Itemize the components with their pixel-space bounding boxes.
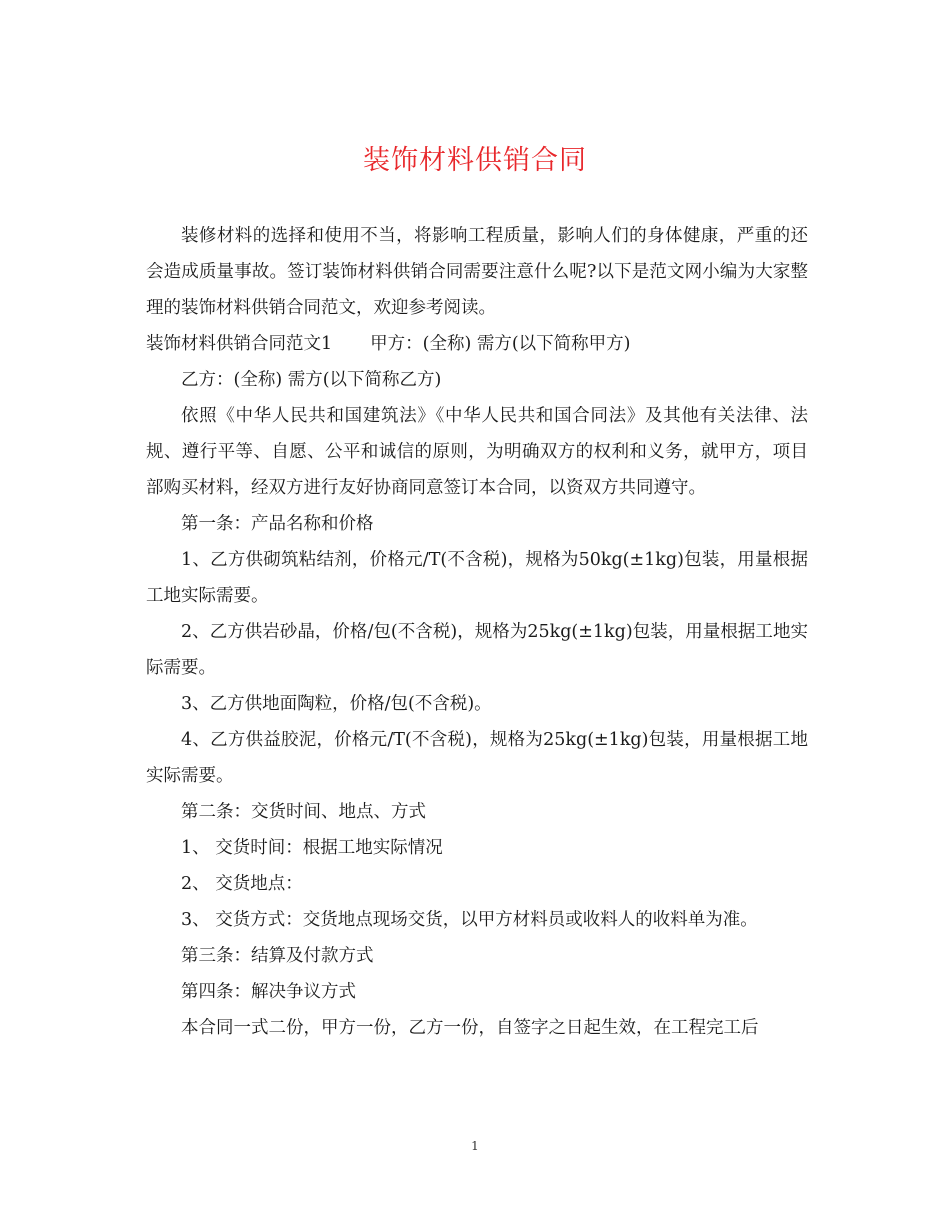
legal-basis-paragraph: 依照《中华人民共和国建筑法》《中华人民共和国合同法》及其他有关法律、法规、遵行平等、自愿、公平和诚信的原则，为明确双方的权利和义务，就甲方，项目部购买材料，经双方进行友好协商同意签订本合同，以资双方共同遵守。: [146, 406, 808, 498]
article-4-heading: 第四条：解决争议方式: [181, 982, 356, 1002]
article-1-item: 2、乙方供岩砂晶，价格/包(不含税)，规格为25kg(±1kg)包装，用量根据工地实际需要。: [146, 622, 808, 678]
article-1-item: 3、乙方供地面陶粒，价格/包(不含税)。: [181, 694, 492, 714]
document-title: 装饰材料供销合同: [363, 145, 587, 176]
article-3-heading: 第三条：结算及付款方式: [181, 946, 374, 966]
intro-paragraph: 装修材料的选择和使用不当，将影响工程质量，影响人们的身体健康，严重的还会造成质量事故。签订装饰材料供销合同需要注意什么呢?以下是范文网小编为大家整理的装饰材料供销合同范文，欢迎参考阅读。: [146, 226, 808, 318]
sample-heading-row: [146, 326, 808, 362]
article-1-item: 1、乙方供砌筑粘结剂，价格元/T(不含税)，规格为50kg(±1kg)包装，用量根据工地实际需要。: [146, 550, 808, 606]
document-body: [146, 218, 808, 1046]
party-b: 乙方：(全称) 需方(以下简称乙方): [181, 370, 442, 390]
article-1-heading: 第一条：产品名称和价格: [181, 514, 374, 534]
page-number: 1: [471, 1139, 479, 1153]
party-a: 甲方：(全称) 需方(以下简称甲方): [370, 334, 631, 354]
article-2-item: 1、 交货时间：根据工地实际情况: [181, 838, 443, 858]
article-2-item: 3、 交货方式：交货地点现场交货，以甲方材料员或收料人的收料单为准。: [181, 910, 758, 930]
article-2-item: 2、 交货地点：: [181, 874, 303, 894]
article-1-item: 4、乙方供益胶泥，价格元/T(不含税)，规格为25kg(±1kg)包装，用量根据工地实际需要。: [146, 730, 808, 786]
article-2-heading: 第二条：交货时间、地点、方式: [181, 802, 426, 822]
sample-heading: 装饰材料供销合同范文1: [146, 334, 333, 354]
closing-paragraph: 本合同一式二份，甲方一份，乙方一份，自签字之日起生效，在工程完工后: [181, 1018, 759, 1038]
